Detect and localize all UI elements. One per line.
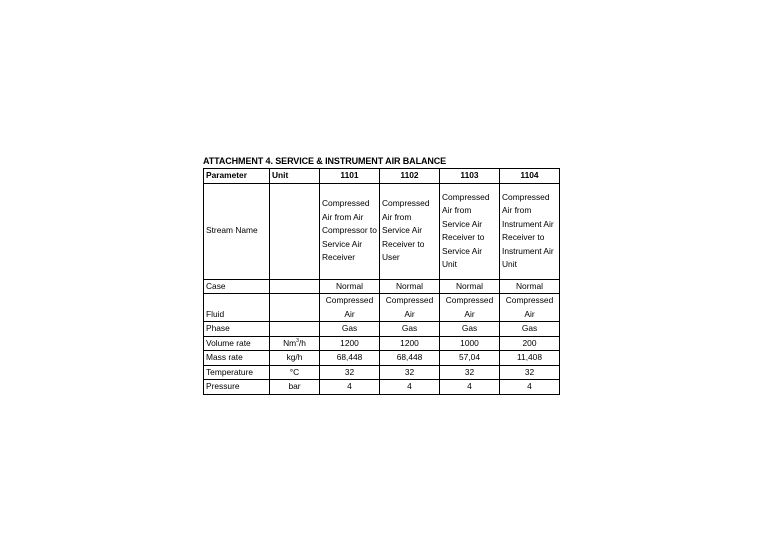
temperature-cell: 32 bbox=[500, 365, 560, 380]
pressure-cell: 4 bbox=[320, 380, 380, 395]
unit-tail: /h bbox=[298, 337, 306, 348]
pressure-cell: 4 bbox=[500, 380, 560, 395]
volume-rate-cell: 1200 bbox=[320, 336, 380, 351]
mass-rate-cell: 11,408 bbox=[500, 351, 560, 366]
pressure-row bbox=[204, 380, 560, 395]
fluid-cell: Compressed Air bbox=[440, 294, 500, 322]
temperature-cell: 32 bbox=[380, 365, 440, 380]
temperature-cell: 32 bbox=[440, 365, 500, 380]
header-parameter: Parameter bbox=[204, 169, 270, 184]
temperature-cell: 32 bbox=[320, 365, 380, 380]
row-label: Fluid bbox=[204, 294, 270, 322]
volume-rate-cell: 1000 bbox=[440, 336, 500, 351]
row-label: Case bbox=[204, 279, 270, 294]
pressure-cell: 4 bbox=[440, 380, 500, 395]
unit-cell bbox=[270, 322, 320, 337]
header-stream-1104: 1104 bbox=[500, 169, 560, 184]
row-label: Pressure bbox=[204, 380, 270, 395]
row-label: Volume rate bbox=[204, 336, 270, 351]
header-stream-1103: 1103 bbox=[440, 169, 500, 184]
mass-rate-cell: 68,448 bbox=[320, 351, 380, 366]
unit-cell bbox=[270, 294, 320, 322]
document bbox=[203, 154, 560, 395]
phase-cell: Gas bbox=[440, 322, 500, 337]
fluid-row bbox=[204, 294, 560, 322]
fluid-cell: Compressed Air bbox=[500, 294, 560, 322]
pressure-cell: 4 bbox=[380, 380, 440, 395]
volume-rate-row bbox=[204, 336, 560, 351]
fluid-cell: Compressed Air bbox=[380, 294, 440, 322]
stream-name-row bbox=[204, 183, 560, 279]
header-stream-1102: 1102 bbox=[380, 169, 440, 184]
row-label: Stream Name bbox=[204, 183, 270, 279]
row-label: Phase bbox=[204, 322, 270, 337]
case-cell: Normal bbox=[380, 279, 440, 294]
row-label: Mass rate bbox=[204, 351, 270, 366]
unit-cell bbox=[270, 336, 320, 351]
stream-name-cell: Compressed Air from Service Air Receiver to User bbox=[380, 183, 440, 279]
temperature-row bbox=[204, 365, 560, 380]
unit-cell bbox=[270, 279, 320, 294]
phase-cell: Gas bbox=[380, 322, 440, 337]
unit-cell: bar bbox=[270, 380, 320, 395]
header-stream-1101: 1101 bbox=[320, 169, 380, 184]
fluid-cell: Compressed Air bbox=[320, 294, 380, 322]
case-cell: Normal bbox=[500, 279, 560, 294]
stream-name-cell: Compressed Air from Instrument Air Receiver to Instrument Air Unit bbox=[500, 183, 560, 279]
phase-cell: Gas bbox=[320, 322, 380, 337]
header-unit: Unit bbox=[270, 169, 320, 184]
stream-name-cell: Compressed Air from Air Compressor to Service Air Receiver bbox=[320, 183, 380, 279]
header-row bbox=[204, 169, 560, 184]
unit-base: Nm bbox=[283, 337, 297, 348]
unit-superscript: 3 bbox=[296, 337, 299, 344]
phase-row bbox=[204, 322, 560, 337]
volume-rate-cell: 200 bbox=[500, 336, 560, 351]
unit-cell bbox=[270, 183, 320, 279]
case-row bbox=[204, 279, 560, 294]
unit-cell: kg/h bbox=[270, 351, 320, 366]
unit-cell: °C bbox=[270, 365, 320, 380]
row-label: Temperature bbox=[204, 365, 270, 380]
stream-name-cell: Compressed Air from Service Air Receiver to Service Air Unit bbox=[440, 183, 500, 279]
document-title: ATTACHMENT 4. SERVICE & INSTRUMENT AIR BALANCE bbox=[203, 156, 447, 166]
case-cell: Normal bbox=[440, 279, 500, 294]
case-cell: Normal bbox=[320, 279, 380, 294]
phase-cell: Gas bbox=[500, 322, 560, 337]
mass-rate-row bbox=[204, 351, 560, 366]
mass-rate-cell: 68,448 bbox=[380, 351, 440, 366]
mass-rate-cell: 57,04 bbox=[440, 351, 500, 366]
volume-rate-cell: 1200 bbox=[380, 336, 440, 351]
air-balance-table bbox=[203, 168, 560, 395]
